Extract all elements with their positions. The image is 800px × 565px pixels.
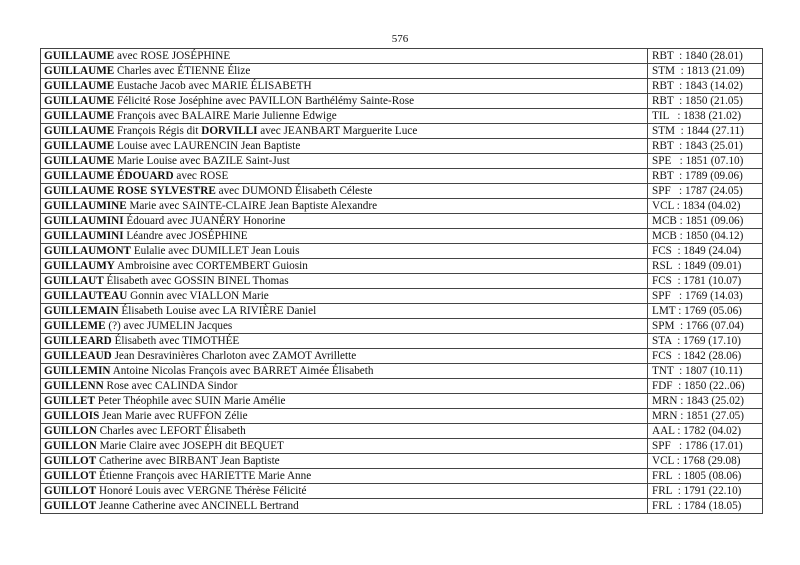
surname: GUILLAUME (44, 155, 115, 167)
table-row (41, 259, 763, 274)
surname: GUILLAUME ROSE SYLVESTRE (44, 185, 216, 197)
entry-reference: STA : 1769 (17.10) (648, 334, 763, 349)
entry-text: avec JEANBART Marguerite Luce (257, 125, 418, 137)
surname: GUILLOIS (44, 410, 100, 422)
entry-text: Élisabeth Louise avec LA RIVIÈRE Daniel (118, 305, 317, 317)
entry-reference: VCL : 1768 (29.08) (648, 454, 763, 469)
entry-text: Eulalie avec DUMILLET Jean Louis (131, 245, 300, 257)
entry-reference: LMT : 1769 (05.06) (648, 304, 763, 319)
entry-names (41, 379, 648, 394)
surname: GUILLON (44, 440, 97, 452)
entry-names (41, 229, 648, 244)
table-row (41, 154, 763, 169)
entry-names (41, 109, 648, 124)
entry-text: Jean Desravinières Charloton avec ZAMOT Avrillette (111, 350, 357, 362)
surname: GUILLAUMINI (44, 230, 124, 242)
surname: GUILLEAUD (44, 350, 112, 362)
table-row (41, 439, 763, 454)
entry-names (41, 304, 648, 319)
entry-reference: RSL : 1849 (09.01) (648, 259, 763, 274)
entry-names (41, 64, 648, 79)
entry-text: Eustache Jacob avec MARIE ÉLISABETH (114, 80, 312, 92)
surname: GUILLAUMONT (44, 245, 132, 257)
entry-text: Charles avec ÉTIENNE Élize (114, 65, 251, 77)
surname: GUILLOT (44, 485, 97, 497)
table-row (41, 334, 763, 349)
table-row (41, 229, 763, 244)
surname: GUILLAUME (44, 65, 115, 77)
table-row (41, 49, 763, 64)
page-number: 576 (391, 33, 409, 45)
entry-names (41, 139, 648, 154)
surname: GUILLET (44, 395, 95, 407)
entry-text: avec ROSE (173, 170, 229, 182)
entry-reference: SPF : 1769 (14.03) (648, 289, 763, 304)
surname: GUILLEMIN (44, 365, 111, 377)
entry-text: Rose avec CALINDA Sindor (103, 380, 238, 392)
entry-text: Ambroisine avec CORTEMBERT Guiosin (114, 260, 308, 272)
table-row (41, 364, 763, 379)
table-row (41, 64, 763, 79)
entry-text: Édouard avec JUANÉRY Honorine (123, 215, 286, 227)
entry-text: Peter Théophile avec SUIN Marie Amélie (94, 395, 286, 407)
entry-names (41, 94, 648, 109)
surname: GUILLAUME (44, 125, 115, 137)
table-row (41, 349, 763, 364)
table-row (41, 484, 763, 499)
entry-reference: RBT : 1840 (28.01) (648, 49, 763, 64)
entry-reference: AAL : 1782 (04.02) (648, 424, 763, 439)
entry-reference: SPM : 1766 (07.04) (648, 319, 763, 334)
table-row (41, 109, 763, 124)
entry-text: Louise avec LAURENCIN Jean Baptiste (114, 140, 301, 152)
table-row (41, 469, 763, 484)
entry-reference: STM : 1813 (21.09) (648, 64, 763, 79)
entry-reference: FRL : 1784 (18.05) (648, 499, 763, 514)
entry-names (41, 214, 648, 229)
entry-text: Catherine avec BIRBANT Jean Baptiste (96, 455, 280, 467)
entry-names (41, 289, 648, 304)
table-row (41, 199, 763, 214)
entry-reference: RBT : 1843 (25.01) (648, 139, 763, 154)
entry-names (41, 244, 648, 259)
table-row (41, 454, 763, 469)
entry-text: Léandre avec JOSÉPHINE (123, 230, 248, 242)
table-row (41, 319, 763, 334)
entry-names (41, 334, 648, 349)
entry-names (41, 424, 648, 439)
entry-reference: SPF : 1787 (24.05) (648, 184, 763, 199)
entry-names (41, 154, 648, 169)
entry-reference: RBT : 1789 (09.06) (648, 169, 763, 184)
entry-reference: SPE : 1851 (07.10) (648, 154, 763, 169)
entry-reference: MCB : 1850 (04.12) (648, 229, 763, 244)
table-row (41, 424, 763, 439)
entry-names (41, 469, 648, 484)
surname: DORVILLI (201, 125, 258, 137)
table-row (41, 379, 763, 394)
surname: GUILLAUME ÉDOUARD (44, 170, 174, 182)
table-row (41, 139, 763, 154)
table-row (41, 499, 763, 514)
table-row (41, 409, 763, 424)
entry-text: Charles avec LEFORT Élisabeth (96, 425, 246, 437)
entry-text: Élisabeth avec TIMOTHÉE (111, 335, 240, 347)
surname: GUILLAUME (44, 95, 115, 107)
surname: GUILLAUME (44, 140, 115, 152)
entry-reference: VCL : 1834 (04.02) (648, 199, 763, 214)
surname: GUILLAUME (44, 110, 115, 122)
entry-reference: FRL : 1805 (08.06) (648, 469, 763, 484)
entry-text: Gonnin avec VIALLON Marie (127, 290, 269, 302)
entry-names (41, 184, 648, 199)
entry-text: Félicité Rose Joséphine avec PAVILLON Barthélémy Sainte-Rose (114, 95, 415, 107)
entry-text: Jean Marie avec RUFFON Zélie (99, 410, 248, 422)
entry-names (41, 454, 648, 469)
entry-text: Étienne François avec HARIETTE Marie Anne (96, 470, 312, 482)
entry-reference: SPF : 1786 (17.01) (648, 439, 763, 454)
entry-text: (?) avec JUMELIN Jacques (105, 320, 233, 332)
entry-reference: TNT : 1807 (10.11) (648, 364, 763, 379)
table-row (41, 304, 763, 319)
entry-names (41, 364, 648, 379)
table-row (41, 184, 763, 199)
table-row (41, 274, 763, 289)
entry-reference: RBT : 1843 (14.02) (648, 79, 763, 94)
entry-names (41, 394, 648, 409)
entry-reference: STM : 1844 (27.11) (648, 124, 763, 139)
marriage-index-table (40, 48, 763, 514)
surname: GUILLENN (44, 380, 104, 392)
entry-text: Marie avec SAINTE-CLAIRE Jean Baptiste Alexandre (126, 200, 378, 212)
entry-text: Honoré Louis avec VERGNE Thérèse Félicité (96, 485, 307, 497)
surname: GUILLAUMINI (44, 215, 124, 227)
entry-text: Élisabeth avec GOSSIN BINEL Thomas (103, 275, 289, 287)
entry-names (41, 49, 648, 64)
entry-reference: RBT : 1850 (21.05) (648, 94, 763, 109)
surname: GUILLEMAIN (44, 305, 119, 317)
table-row (41, 169, 763, 184)
entry-text: Jeanne Catherine avec ANCINELL Bertrand (96, 500, 299, 512)
entry-names (41, 79, 648, 94)
entry-text: François Régis dit (114, 125, 202, 137)
table-row (41, 289, 763, 304)
entry-names (41, 484, 648, 499)
entry-text: François avec BALAIRE Marie Julienne Edwige (114, 110, 337, 122)
entry-reference: FCS : 1781 (10.07) (648, 274, 763, 289)
entry-text: Antoine Nicolas François avec BARRET Aimée Élisabeth (110, 365, 374, 377)
entry-names (41, 274, 648, 289)
entry-names (41, 499, 648, 514)
entry-reference: FCS : 1849 (24.04) (648, 244, 763, 259)
table-row (41, 394, 763, 409)
entry-reference: FRL : 1791 (22.10) (648, 484, 763, 499)
entry-text: avec ROSE JOSÉPHINE (114, 50, 231, 62)
surname: GUILLAUT (44, 275, 104, 287)
entry-reference: FDF : 1850 (22..06) (648, 379, 763, 394)
table-row (41, 79, 763, 94)
entry-reference: FCS : 1842 (28.06) (648, 349, 763, 364)
entry-reference: MRN : 1851 (27.05) (648, 409, 763, 424)
surname: GUILLAUME (44, 50, 115, 62)
entry-names (41, 199, 648, 214)
entry-text: avec DUMOND Élisabeth Céleste (215, 185, 373, 197)
entry-text: Marie Louise avec BAZILE Saint-Just (114, 155, 290, 167)
table-row (41, 244, 763, 259)
entry-reference: MRN : 1843 (25.02) (648, 394, 763, 409)
entry-names (41, 439, 648, 454)
surname: GUILLOT (44, 470, 97, 482)
surname: GUILLEME (44, 320, 106, 332)
entry-names (41, 409, 648, 424)
entry-reference: TIL : 1838 (21.02) (648, 109, 763, 124)
table-row (41, 214, 763, 229)
entry-names (41, 349, 648, 364)
surname: GUILLAUME (44, 80, 115, 92)
entry-text: Marie Claire avec JOSEPH dit BEQUET (96, 440, 284, 452)
table-row (41, 94, 763, 109)
surname: GUILLOT (44, 500, 97, 512)
surname: GUILLAUTEAU (44, 290, 128, 302)
surname: GUILLOT (44, 455, 97, 467)
entry-names (41, 259, 648, 274)
surname: GUILLEARD (44, 335, 112, 347)
entry-names (41, 124, 648, 139)
table-row (41, 124, 763, 139)
surname: GUILLON (44, 425, 97, 437)
entry-names (41, 319, 648, 334)
entry-reference: MCB : 1851 (09.06) (648, 214, 763, 229)
surname: GUILLAUMINE (44, 200, 127, 212)
entry-names (41, 169, 648, 184)
surname: GUILLAUMY (44, 260, 115, 272)
